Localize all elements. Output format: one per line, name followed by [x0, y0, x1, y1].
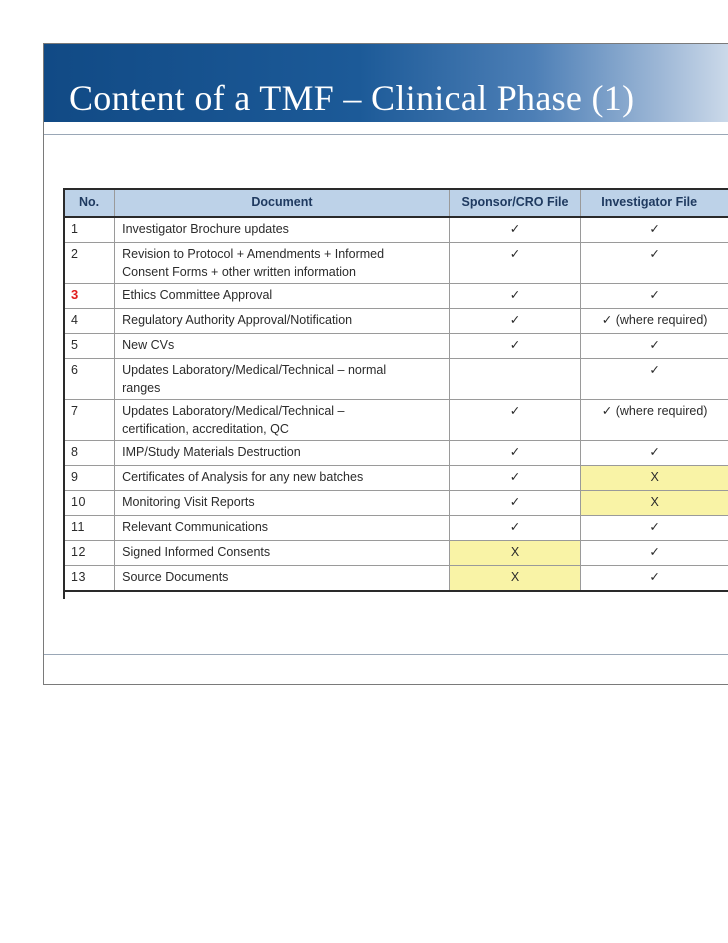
sponsor-file-cell: ✓ — [449, 284, 580, 309]
investigator-file-cell: ✓ — [581, 243, 728, 284]
document-name: Revision to Protocol + Amendments + Informed Consent Forms + other written information — [115, 243, 450, 284]
table-row — [64, 284, 728, 309]
investigator-file-cell: ✓ — [581, 334, 728, 359]
investigator-file-cell: ✓ — [581, 566, 728, 592]
row-number: 5 — [64, 334, 115, 359]
row-number: 9 — [64, 466, 115, 491]
row-number: 1 — [64, 217, 115, 243]
table-header-row — [64, 188, 728, 217]
table-row — [64, 217, 728, 243]
header-sponsor: Sponsor/CRO File — [449, 188, 580, 217]
document-name: Source Documents — [115, 566, 450, 592]
sponsor-file-cell: ✓ — [449, 334, 580, 359]
sponsor-file-cell: ✓ — [449, 516, 580, 541]
slide-title: Content of a TMF – Clinical Phase (1) — [69, 78, 635, 118]
document-name: Monitoring Visit Reports — [115, 491, 450, 516]
document-name: Signed Informed Consents — [115, 541, 450, 566]
table-row — [64, 334, 728, 359]
divider-top — [44, 134, 728, 135]
sponsor-file-cell: ✓ — [449, 491, 580, 516]
row-number: 2 — [64, 243, 115, 284]
table-row — [64, 566, 728, 592]
document-name: New CVs — [115, 334, 450, 359]
document-name: Regulatory Authority Approval/Notification — [115, 309, 450, 334]
document-name: Ethics Committee Approval — [115, 284, 450, 309]
row-number: 3 — [64, 284, 115, 309]
row-number: 8 — [64, 441, 115, 466]
row-number: 6 — [64, 359, 115, 400]
row-number: 11 — [64, 516, 115, 541]
investigator-file-cell: ✓ (where required) — [581, 309, 728, 334]
divider-bottom — [44, 654, 728, 655]
table-row — [64, 466, 728, 491]
document-name: Certificates of Analysis for any new batches — [115, 466, 450, 491]
sponsor-file-cell: ✓ — [449, 466, 580, 491]
row-number: 7 — [64, 400, 115, 441]
sponsor-file-cell — [449, 359, 580, 400]
investigator-file-cell: X — [581, 491, 728, 516]
row-number: 13 — [64, 566, 115, 592]
document-name: Relevant Communications — [115, 516, 450, 541]
header-investigator: Investigator File — [581, 188, 728, 217]
table-row — [64, 491, 728, 516]
header-document: Document — [115, 188, 450, 217]
row-number: 10 — [64, 491, 115, 516]
tmf-table — [64, 188, 728, 592]
investigator-file-cell: ✓ — [581, 441, 728, 466]
table-row — [64, 516, 728, 541]
sponsor-file-cell: X — [449, 566, 580, 592]
table-row — [64, 309, 728, 334]
sponsor-file-cell: ✓ — [449, 217, 580, 243]
document-name: Updates Laboratory/Medical/Technical – normal ranges — [115, 359, 450, 400]
investigator-file-cell: ✓ — [581, 541, 728, 566]
row-number: 12 — [64, 541, 115, 566]
sponsor-file-cell: ✓ — [449, 309, 580, 334]
document-name: IMP/Study Materials Destruction — [115, 441, 450, 466]
document-name: Updates Laboratory/Medical/Technical – certification, accreditation, QC — [115, 400, 450, 441]
table-row — [64, 541, 728, 566]
row-number: 4 — [64, 309, 115, 334]
sponsor-file-cell: ✓ — [449, 400, 580, 441]
sponsor-file-cell: X — [449, 541, 580, 566]
document-name: Investigator Brochure updates — [115, 217, 450, 243]
header-no: No. — [64, 188, 115, 217]
table-row — [64, 243, 728, 284]
investigator-file-cell: ✓ (where required) — [581, 400, 728, 441]
sponsor-file-cell: ✓ — [449, 243, 580, 284]
investigator-file-cell: ✓ — [581, 284, 728, 309]
table-row — [64, 441, 728, 466]
table-body — [64, 217, 728, 591]
table-row — [64, 359, 728, 400]
investigator-file-cell: ✓ — [581, 359, 728, 400]
investigator-file-cell: X — [581, 466, 728, 491]
investigator-file-cell: ✓ — [581, 217, 728, 243]
sponsor-file-cell: ✓ — [449, 441, 580, 466]
table-row — [64, 400, 728, 441]
investigator-file-cell: ✓ — [581, 516, 728, 541]
